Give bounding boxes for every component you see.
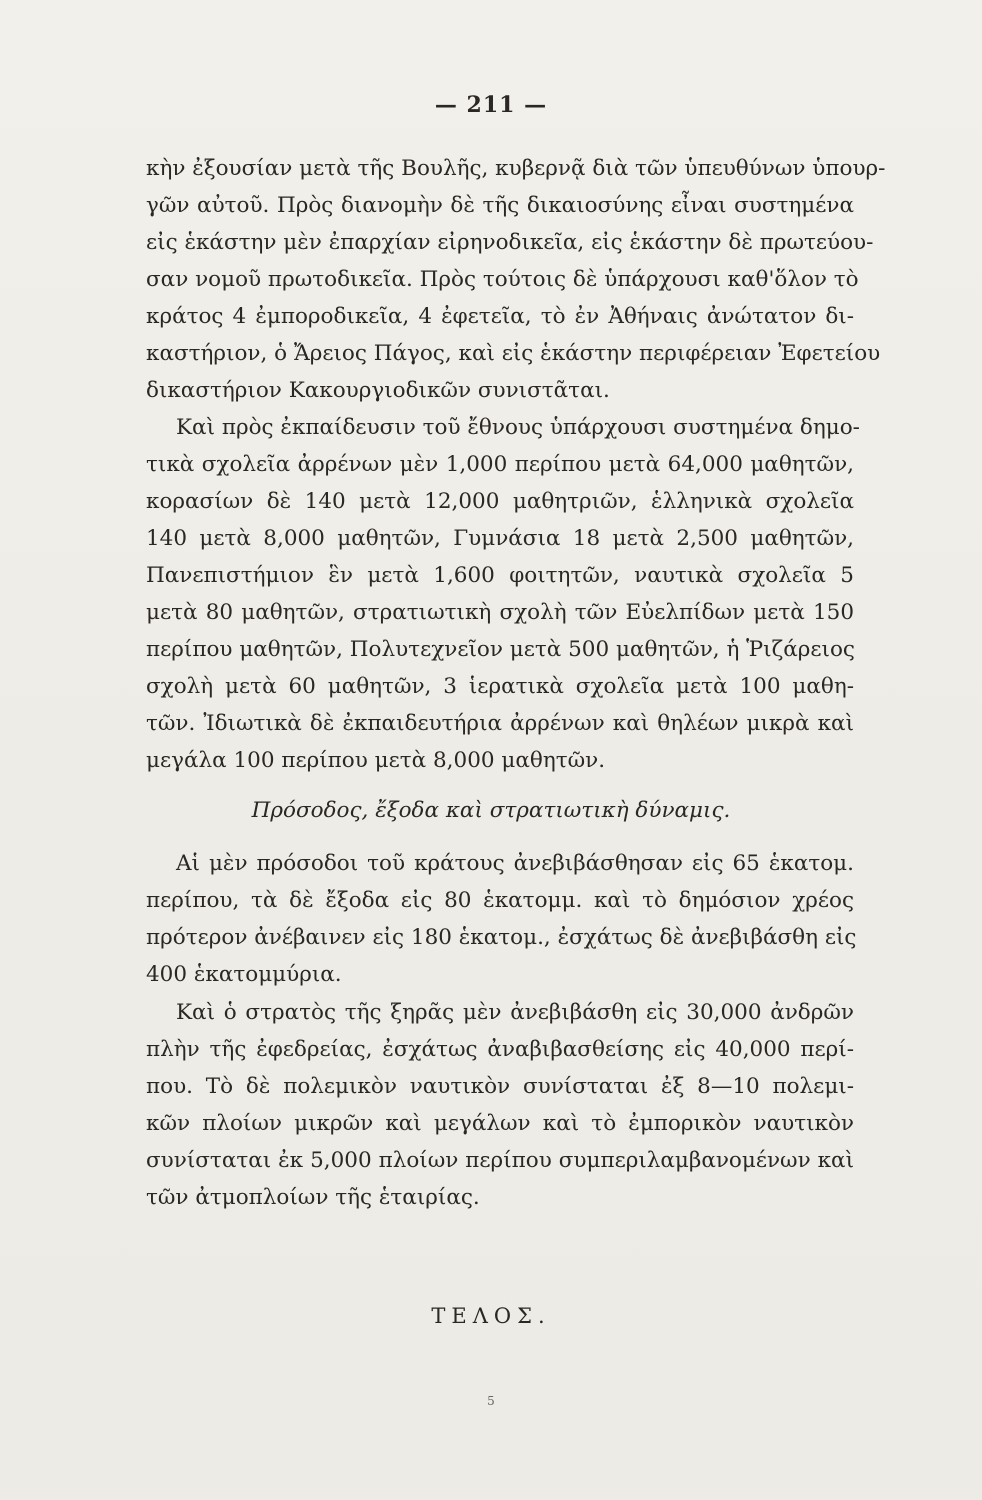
text-line: κράτος 4 ἐμποροδικεῖα, 4 ἐφετεῖα, τὸ ἐν Ἀθήναις ἀνώτατον δι- xyxy=(146,304,854,329)
text-line: περίπου μαθητῶν, Πολυτεχνεῖον μετὰ 500 μαθητῶν, ἡ Ῥιζάρειος xyxy=(146,637,855,662)
text-line: Αἱ μὲν πρόσοδοι τοῦ κράτους ἀνεβιβάσθησαν εἰς 65 ἑκατομ. xyxy=(176,851,854,876)
signature-mark: 5 xyxy=(487,1394,495,1408)
text-line: τῶν. Ἰδιωτικὰ δὲ ἐκπαιδευτήρια ἀρρένων καὶ θηλέων μικρὰ καὶ xyxy=(146,711,854,736)
text-line: περίπου, τὰ δὲ ἔξοδα εἰς 80 ἑκατομμ. καὶ τὸ δημόσιον χρέος xyxy=(146,888,854,913)
text-line: γῶν αὐτοῦ. Πρὸς διανομὴν δὲ τῆς δικαιοσύνης εἶναι συστημένα xyxy=(146,193,854,218)
text-line: καστήριον, ὁ Ἄρειος Πάγος, καὶ εἰς ἑκάστην περιφέρειαν Ἐφετείου xyxy=(146,341,881,366)
paragraph-finances xyxy=(146,845,857,993)
text-line: πρότερον ἀνέβαινεν εἰς 180 ἑκατομ., ἐσχάτως δὲ ἀνεβιβάσθη εἰς xyxy=(146,925,857,950)
text-line: συνίσταται ἐκ 5,000 πλοίων περίπου συμπεριλαμβανομένων καὶ xyxy=(146,1148,854,1173)
text-line: 400 ἑκατομμύρια. xyxy=(146,962,342,987)
text-line: εἰς ἑκάστην μὲν ἐπαρχίαν εἰρηνοδικεῖα, εἰς ἑκάστην δὲ πρωτεύου- xyxy=(146,230,874,255)
end-mark: ΤΕΛΟΣ. xyxy=(431,1304,551,1328)
section-heading: Πρόσοδος, ἔξοδα καὶ στρατιωτικὴ δύναμις. xyxy=(251,798,731,823)
text-line: τῶν ἀτμοπλοίων τῆς ἑταιρίας. xyxy=(146,1185,480,1210)
page-number: — 211 — xyxy=(434,92,548,118)
text-line: που. Τὸ δὲ πολεμικὸν ναυτικὸν συνίσταται ἐξ 8—10 πολεμι- xyxy=(146,1074,854,1099)
text-line: σαν νομοῦ πρωτοδικεῖα. Πρὸς τούτοις δὲ ὑπάρχουσι καθ'ὅλον τὸ xyxy=(146,267,859,292)
text-line: δικαστήριον Κακουργιοδικῶν συνιστᾶται. xyxy=(146,378,610,403)
text-line: κὴν ἐξουσίαν μετὰ τῆς Βουλῆς, κυβερνᾷ διὰ τῶν ὑπευθύνων ὑπουρ- xyxy=(146,156,886,181)
paragraph-judiciary xyxy=(146,150,886,409)
text-line: τικὰ σχολεῖα ἀρρένων μὲν 1,000 περίπου μετὰ 64,000 μαθητῶν, xyxy=(146,452,854,477)
text-line: 140 μετὰ 8,000 μαθητῶν, Γυμνάσια 18 μετὰ 2,500 μαθητῶν, xyxy=(146,526,854,551)
text-line: Καὶ πρὸς ἐκπαίδευσιν τοῦ ἔθνους ὑπάρχουσι συστημένα δημο- xyxy=(176,415,860,440)
paragraph-education xyxy=(146,409,860,779)
paragraph-military xyxy=(146,994,854,1216)
text-line: μεγάλα 100 περίπου μετὰ 8,000 μαθητῶν. xyxy=(146,748,606,773)
text-line: μετὰ 80 μαθητῶν, στρατιωτικὴ σχολὴ τῶν Εὐελπίδων μετὰ 150 xyxy=(146,600,854,625)
text-line: κῶν πλοίων μικρῶν καὶ μεγάλων καὶ τὸ ἐμπορικὸν ναυτικὸν xyxy=(146,1111,854,1136)
text-line: σχολὴ μετὰ 60 μαθητῶν, 3 ἱερατικὰ σχολεῖα μετὰ 100 μαθη- xyxy=(146,674,854,699)
text-line: Πανεπιστήμιον ἓν μετὰ 1,600 φοιτητῶν, ναυτικὰ σχολεῖα 5 xyxy=(146,563,854,588)
text-line: κορασίων δὲ 140 μετὰ 12,000 μαθητριῶν, ἑλληνικὰ σχολεῖα xyxy=(146,489,854,514)
text-line: Καὶ ὁ στρατὸς τῆς ξηρᾶς μὲν ἀνεβιβάσθη εἰς 30,000 ἀνδρῶν xyxy=(176,1000,854,1025)
text-line: πλὴν τῆς ἐφεδρείας, ἐσχάτως ἀναβιβασθείσης εἰς 40,000 περί- xyxy=(146,1037,854,1062)
